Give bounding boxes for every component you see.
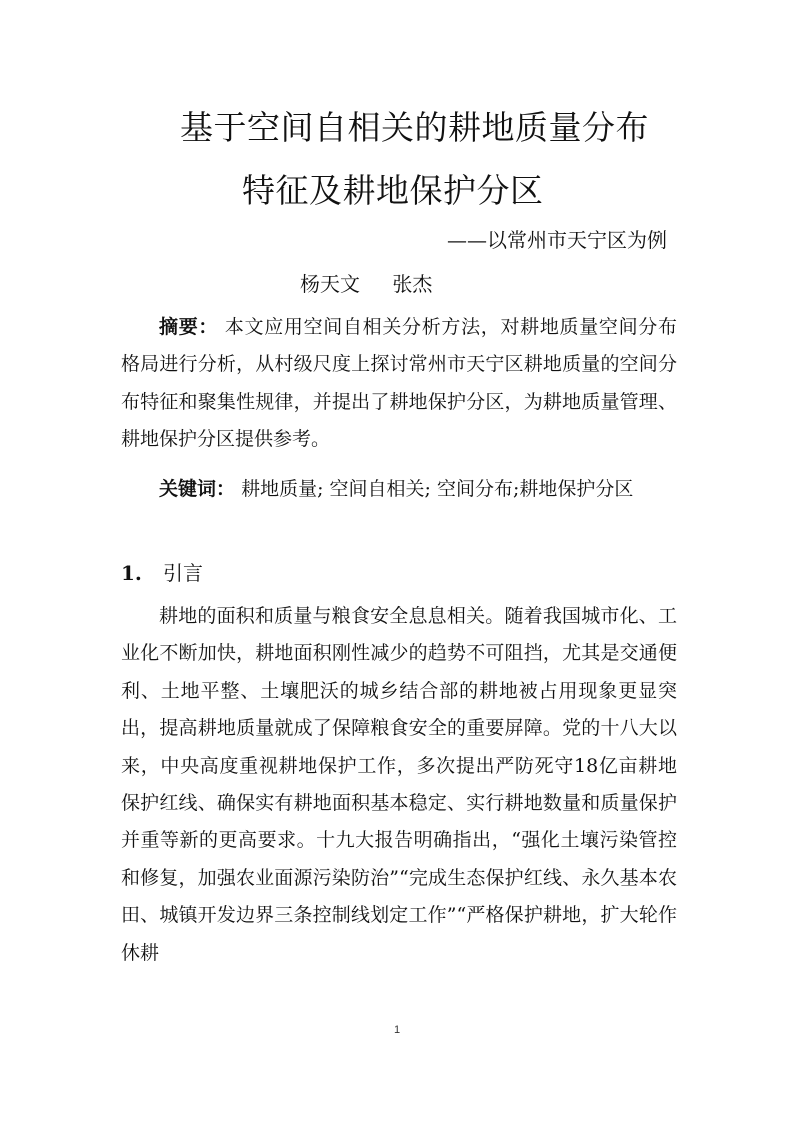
author-list bbox=[300, 270, 458, 298]
abstract-text: 本文应用空间自相关分析方法，对耕地质量空间分布格局进行分析，从村级尺度上探讨常州市天宁区耕地质量的空间分布特征和聚集性规律，并提出了耕地保护分区，为耕地质量管理、耕地保护分区提供参考。 bbox=[121, 316, 677, 451]
abstract-block bbox=[121, 309, 677, 459]
section-title: 引言 bbox=[163, 561, 203, 585]
keywords-label: 关键词： bbox=[159, 478, 236, 500]
abstract-label: 摘要： bbox=[159, 316, 219, 338]
section-paragraph: 耕地的面积和质量与粮食安全息息相关。随着我国城市化、工业化不断加快，耕地面积刚性减少的趋势不可阻挡，尤其是交通便利、土地平整、土壤肥沃的城乡结合部的耕地被占用现象更显突出，提高耕地质量就成了保障粮食安全的重要屏障。党的十八大以来，中央高度重视耕地保护工作，多次提出严防死守18亿亩耕地保护红线、确保实有耕地面积基本稳定、实行耕地数量和质量保护并重等新的更高要求。十九大报告明确指出，“强化土壤污染管控和修复，加强农业面源污染防治”“完成生态保护红线、永久基本农田、城镇开发边界三条控制线划定工作”“严格保护耕地，扩大轮作休耕 bbox=[121, 605, 677, 964]
author-name: 杨天文 bbox=[300, 272, 360, 296]
page-number: 1 bbox=[393, 1024, 401, 1036]
section-heading bbox=[121, 558, 203, 588]
section-number: 1. bbox=[121, 561, 142, 585]
keywords-text: 耕地质量; 空间自相关; 空间分布;耕地保护分区 bbox=[241, 478, 634, 500]
paper-title-line-2: 特征及耕地保护分区 bbox=[242, 171, 544, 210]
section-body bbox=[121, 598, 677, 972]
paper-subtitle: ——以常州市天宁区为例 bbox=[447, 228, 667, 252]
keywords-block bbox=[121, 471, 677, 508]
author-name: 张杰 bbox=[392, 272, 433, 296]
paper-title-line-1: 基于空间自相关的耕地质量分布 bbox=[180, 108, 649, 147]
